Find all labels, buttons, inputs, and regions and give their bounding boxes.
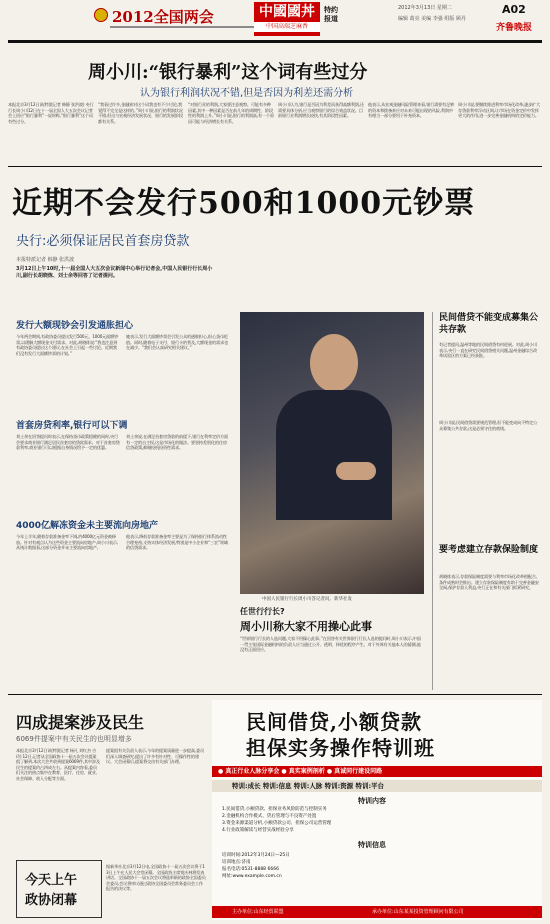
story1-divider: [8, 166, 542, 167]
sec3-title: 4000亿解冻资金未主要流向房地产: [16, 521, 159, 531]
story-bank-profits: [8, 44, 542, 164]
special-label: [324, 6, 338, 24]
ad-content-line: 3.资金来源渠道分析,小额贷款公司、担保公司运营管理: [222, 821, 332, 826]
special-label-1: 特约: [324, 6, 338, 14]
story2-headline: 近期不会发行500和1000元钞票: [12, 186, 476, 221]
story1-col2: “我看过许多,金融界对这个词我也有不少讨论,我觉得不完全是这样的。”周小川说,银行的利润状况不错,但这与宏观经济发展状况、银行的发展阶段都有关系。: [98, 102, 183, 124]
story3-subhead: 6069件提案中有关民生的也明显增多: [16, 735, 132, 743]
photo-figure-body: [276, 390, 392, 520]
story3-text: 本报北京3月12日讯(特派记者 杨凡 刘红杰 吉玲) 12日,记者从全国政协十一届五次会议提案组了解到,本次大会共收到提案6069件,其中涉及民生的提案约占四成左右。从提案内容看,委员们关注的热点集中在教育、医疗、住房、就业、社会保障、收入分配等方面。: [16, 748, 100, 781]
closing-notice: [16, 860, 102, 918]
story1-headline: 周小川:“银行暴利”这个词有些过分: [88, 62, 368, 83]
ad-content-line: 2.金融机构合作模式、贷后管理与不良资产处置: [222, 814, 317, 819]
side-text-a: 有记者提问,温州等地的民间借贷有何进展。对此,周小川表示,央行一直在研究民间借贷相关问题,温州金融综合改革试验区的方案已经获批。: [439, 342, 537, 359]
sec1-title: 发行大额现钞会引发通胀担心: [16, 321, 134, 331]
ad-info-title: 特训信息: [358, 841, 386, 849]
side-text-b: 周小川说,民间借贷需要规范管理,但不能变成向不特定公众募集公共存款,这是必须守住的底线。: [439, 420, 537, 431]
story3-text2: 提案组有关负责人表示,今年的提案质量进一步提高,委员们深入调查研究,提出了许多有针对性、可操作性的建议。大会闭幕后,提案将交由有关部门办理。: [106, 748, 204, 765]
sponsor-logo-main: 中國國丼: [259, 4, 315, 20]
side2-title: 要考虑建立存款保险制度: [439, 545, 539, 555]
special-label-2: 报道: [324, 15, 338, 23]
notice-title-1: 今天上午: [25, 873, 78, 888]
header-section-title: 2012全国两会: [112, 8, 214, 26]
story1-col1: 本报北京3月12日讯(特派记者 韩静 张洪波) 央行行长周小川12日在十一届全国人大五次会议记者会上回应“银行暴利”一说时称,“银行暴利”这个词有些过分。: [8, 102, 94, 124]
sponsor-logo-sub: 中国高端芝麻香: [254, 22, 320, 32]
photo-figure-head: [310, 334, 358, 392]
ad-line1: 民间借贷,小额贷款: [246, 710, 422, 734]
governor-photo: [240, 312, 424, 594]
story1-col4: 周小川认为,银行是否因为利差而获得高额利润,还需要具体分析,应当观察银行的综合效益状况。目前银行业利润增长较快,有其阶段性因素。: [278, 102, 364, 119]
sec3-text-a: 今年上半年,随着存款准备金率下调,约4000亿元资金被释放。针对有观点认为这些资金主要流向房地产,周小川表示,从统计数据看,这部分资金并未主要流向房地产。: [16, 534, 118, 551]
sec2-text-a: 刘士余在回答提问时表示,在保持货币政策稳健的同时,央行会要求商业银行满足居民首套房的贷款需求。对于首套房贷款利率,商业银行可以根据自身情况给予一定的优惠。: [16, 434, 120, 451]
side2-text: 胡晓炼表示,存款保险制度需要与利率市场化改革相配合,条件成熟时会推出。建立存款保险制度有助于完善金融安全网,保护存款人利益,央行正在和有关部门抓紧研究。: [439, 574, 539, 591]
ad-info-line: 培训时间:2012年3月24日—25日: [222, 853, 290, 858]
paper-name: 齐鲁晚报: [496, 23, 533, 33]
story2-byline: 本报特派记者 韩静 张洪波: [16, 257, 75, 263]
sec1-text-a: 今年两会期间,有政协委员提出发行500元、1000元面额钞票,以缓解大额现金支付需求。对此,胡晓炼说:“我也注意到有政协委员提出这个建议,在社会上引起一些讨论。近期我们没有发行大面额钞票的计划。”: [16, 334, 119, 356]
masthead-divider: [8, 40, 542, 43]
story-proposals: [16, 700, 206, 920]
ad-info-line: 培训地点:济南: [222, 860, 251, 865]
ad-content-title: 特训内容: [358, 797, 386, 805]
side-title: 民间借贷不能变成募集公共存款: [439, 313, 539, 335]
story3-headline: 四成提案涉及民生: [16, 713, 145, 732]
ad-footer-right: 承办单位:山东某某投资管理顾问有限公司: [372, 909, 464, 915]
story2-lead: 3月12日上午10时,十一届全国人大五次会议新闻中心举行记者会,中国人民银行行长周小川,副行长胡晓炼、刘士余等回答了记者提问。: [16, 266, 213, 279]
emblem-icon: [94, 8, 108, 22]
photo-figure-hand: [336, 462, 376, 480]
ad-banner-row: ● 真正行业人脉分享会 ● 真实案例剖析 ● 真诚同行建设同路: [212, 766, 542, 777]
date-line: 2012年3月13日 星期二: [398, 5, 452, 11]
story1-subhead: 认为银行利润状况不错,但是否因为利差还需分析: [140, 88, 354, 99]
ad-footer-left: 主办单位:山东经贸联盟: [232, 909, 284, 915]
story1-col5: 他表示,从宏观金融风险管理来看,银行需要有足够的资本和拨备来应对未来可能出现的风险,利润中有相当一部分要用于补充资本。: [368, 102, 454, 119]
qa-headline: 周小川称大家不用操心此事: [240, 620, 372, 633]
page-number: A02: [502, 3, 526, 16]
training-advertisement: [212, 700, 542, 920]
sec3-text-b: 他表示,降低存款准备金率主要是为了保持银行体系流动性合理充裕,支持实体经济发展,特别是中小企业和“三农”领域的信贷需求。: [126, 534, 228, 551]
ad-info-line: 报名电话:0531-8888 6666: [222, 867, 279, 872]
story2-sidebar: [432, 312, 547, 690]
notice-title-2: 政协闭幕: [25, 893, 78, 908]
story1-col3: “对银行业的利润,大家要注意观察。可能有多种因素,其中一种因素是否在前几年的周期性、阶段性的利润上升。”周小川说,银行的利润高,有一个原因可能与经济增长有关系。: [188, 102, 274, 124]
sec2-text-b: 刘士余说,在满足首套房贷款的前提下,银行在利率定价方面有一定的自主权,这是市场化的做法。要坚持差别化的住房信贷政策,抑制投机投资性需求。: [126, 434, 228, 451]
photo-caption: 中国人民银行行长周小川答记者问。新华社发: [262, 597, 352, 602]
story2-divider: [8, 694, 542, 695]
header-bar: [110, 26, 260, 28]
ad-content-line: 1.民间借贷,小额贷款、担保业务风险防范与控制实务: [222, 807, 327, 812]
qa-box: [240, 606, 424, 684]
editor-line: 编辑 葛亮 美编 李强 组版 顾丹: [398, 16, 466, 22]
ad-info-line: 网址:www.example.com.cn: [222, 874, 282, 879]
qa-title: 任世行行长?: [240, 607, 285, 616]
ad-row1: 特训:成长 特训:信息 特训:人脉 特训:资源 特训:平台: [212, 780, 542, 792]
story2-subhead: 央行:必须保证居民首套房贷款: [16, 234, 190, 249]
story2-left-column: [16, 318, 232, 614]
qa-text: “世界银行行长的人选问题,大家不用操心此事。”在回答有关世界银行行长人选的提问时,周小川表示,中国一贯主张国际金融机构的负责人应当通过公开、透明、择优的程序产生。对于外界有关他本人的猜测,他没有正面回应。: [240, 636, 421, 653]
ad-line2: 担保实务操作特训班: [246, 736, 435, 760]
story1-col6: 周小川说,要继续推进利率市场化改革,逐步扩大存贷款利率浮动区间,让市场在资金定价中发挥更大的作用,进一步完善金融机构的定价能力。: [458, 102, 541, 119]
ad-content-list: [222, 806, 532, 834]
ad-info-list: [222, 852, 532, 880]
ad-content-line: 4.行业政策解读与经营实战经验分享: [222, 828, 294, 833]
notice-text: 据新华社北京3月12日电,全国政协十一届五次会议将于13日上午在人民大会堂闭幕。全国政协主席贾庆林将发表讲话。全国政协十一届五次会议将选举新的政协全国委员会委员,会议将审议通过政协全国委员会常务委员会工作报告的决议等。: [106, 864, 206, 892]
sec1-text-b: 她表示,发行大面额钞票会引发公众的通胀担心,担心货币贬值。同时,随着电子支付、银行卡的普及,大额现金的需求也在减少。“我们会认真研究相关建议。”: [126, 334, 228, 351]
ad-footer: [212, 906, 542, 918]
sponsor-logo: [254, 2, 320, 36]
sec2-title: 首套房贷利率,银行可以下调: [16, 421, 128, 431]
